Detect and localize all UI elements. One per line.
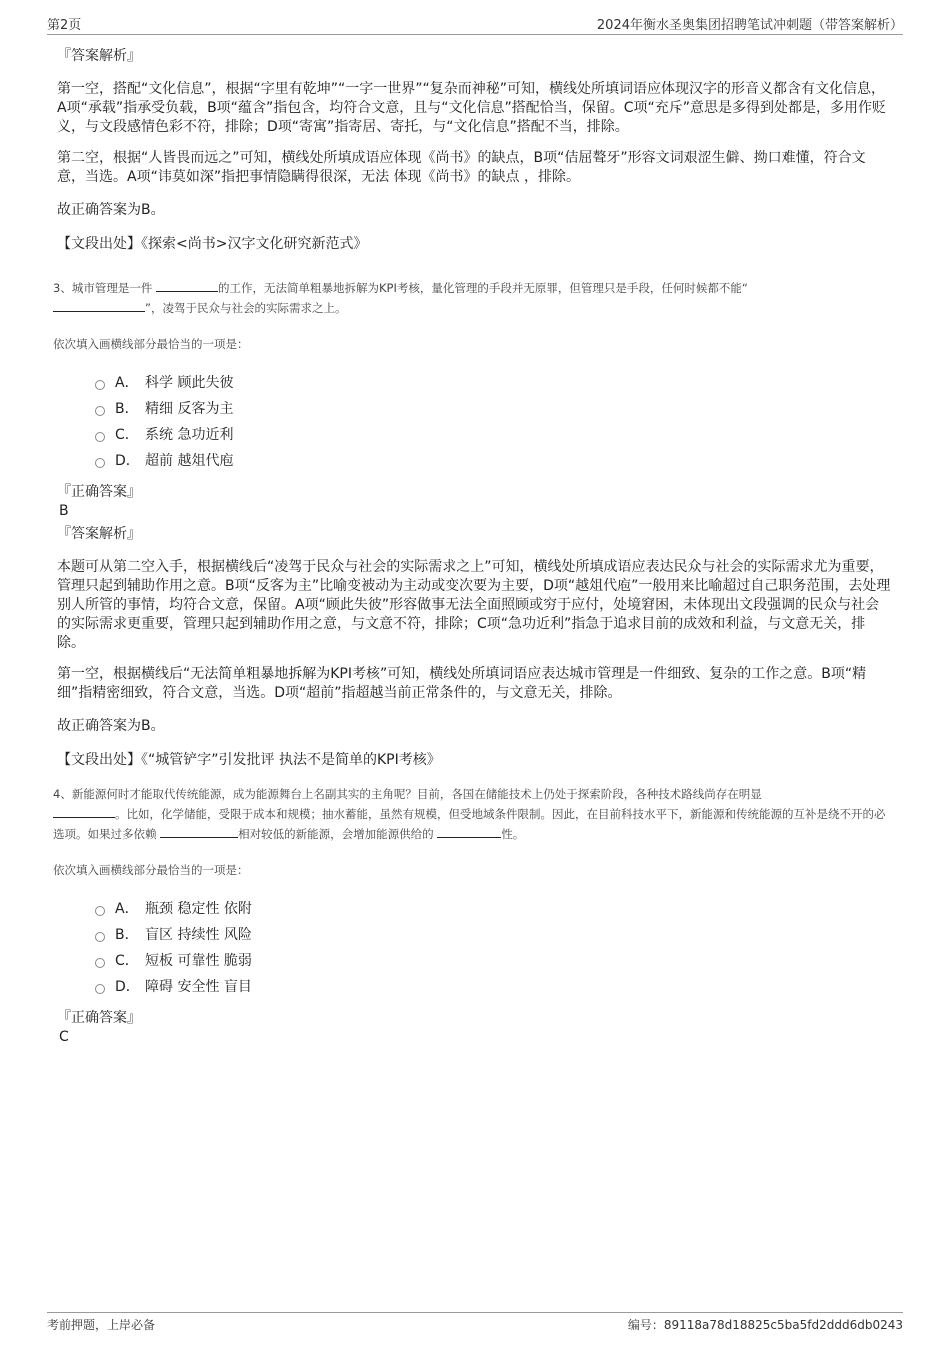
q3-ask: 依次填入画横线部分最恰当的一项是： xyxy=(53,337,249,351)
radio-icon[interactable] xyxy=(95,984,105,994)
option-key: B． xyxy=(115,927,139,943)
q4-stem-part: 性。 xyxy=(501,827,525,841)
option-key: A． xyxy=(115,375,139,391)
q3-source xyxy=(57,750,893,770)
option-key: A． xyxy=(115,901,139,917)
q4-stem-part: 。比如，化学储能，受限于成本和规模；抽水蓄能，虽然有规模，但受地域条件限制。因此，在目前科技水平下，新能源和传统能源的互补是绕不开的必选项。如果过多依赖 xyxy=(53,807,886,841)
option-text: 科学 顾此失彼 xyxy=(145,375,234,391)
q4-stem-part: 4、新能源何时才能取代传统能源，成为能源舞台上名副其实的主角呢？目前，各国在储能技术上仍处于探索阶段，各种技术路线尚存在明显 xyxy=(53,787,762,801)
q4-blank-1 xyxy=(53,805,115,818)
option-key: D． xyxy=(115,453,140,469)
option-key: C． xyxy=(115,427,139,443)
q4-ask: 依次填入画横线部分最恰当的一项是： xyxy=(53,863,249,877)
q4-option-c[interactable] xyxy=(95,948,893,974)
q4-blank-3 xyxy=(437,825,501,838)
source-prefix: 【文段出处】 xyxy=(57,752,141,768)
q4-blank-2 xyxy=(160,825,238,838)
option-text: 精细 反客为主 xyxy=(145,401,234,417)
document-body xyxy=(53,42,893,1046)
q2-analysis-p2: 第二空，根据“人皆畏而远之”可知，横线处所填成语应体现《尚书》的缺点，B项“佶屈聱牙”形容文词艰涩生僻、拗口难懂，符合文意，当选。A项“讳莫如深”指把事情隐瞒得很深，无法 体现《尚书》的缺点 ，排除。 xyxy=(57,150,866,185)
option-text: 短板 可靠性 脆弱 xyxy=(145,953,252,969)
q4-option-d[interactable] xyxy=(95,974,893,1000)
option-key: D． xyxy=(115,979,140,995)
q3-blank-2 xyxy=(53,299,145,312)
q3-stem-part: ”，凌驾于民众与社会的实际需求之上。 xyxy=(145,301,347,315)
q3-option-a[interactable] xyxy=(95,370,893,396)
source-title: 《探索<尚书>汉字文化研究新范式》 xyxy=(141,236,368,252)
q3-stem-part: 3、城市管理是一件 xyxy=(53,281,153,295)
q3-correct-label: 『正确答案』 xyxy=(57,484,141,500)
q4-option-a[interactable] xyxy=(95,896,893,922)
q2-analysis-p1: 第一空，搭配“文化信息”，根据“字里有乾坤”“一字一世界”“复杂而神秘”可知，横线处所填词语应体现汉字的形音义都含有文化信息，A项“承载”指承受负载，B项“蕴含”指包含，均符合文意，且与“文化信息”搭配恰当，保留。C项“充斥”意思是多得到处都是，多用作贬义，与文段感情色彩不符，排除；D项“寄寓”指寄居、寄托，与“文化信息”搭配不当，排除。 xyxy=(57,81,886,135)
q3-blank-1 xyxy=(156,279,218,292)
page-number: 第2页 xyxy=(47,18,82,33)
footer-slogan: 考前押题，上岸必备 xyxy=(47,1318,156,1332)
q3-analysis-p1: 本题可从第二空入手，根据横线后“凌驾于民众与社会的实际需求之上”可知，横线处所填成语应表达民众与社会的实际需求尤为重要，管理只起到辅助作用之意。B项“反客为主”比喻变被动为主动或变次要为主要，D项“越俎代庖”一般用来比喻超过自己职务范围，去处理别人所管的事情，均符合文意，保留。A项“顾此失彼”形容做事无法全面照顾或穷于应付，处境窘困，未体现出文段强调的民众与社会的实际需求更重要，管理只起到辅助作用之意，与文意不符，排除；C项“急功近利”指急于追求目前的成效和利益，与文意无关，排除。 xyxy=(57,559,891,651)
radio-icon[interactable] xyxy=(95,432,105,442)
q4-stem xyxy=(53,784,893,844)
q3-option-c[interactable] xyxy=(95,422,893,448)
page-header xyxy=(47,14,903,35)
q3-stem xyxy=(53,278,893,318)
option-text: 瓶颈 稳定性 依附 xyxy=(145,901,252,917)
q2-source xyxy=(57,234,893,254)
source-title: 《“城管铲字”引发批评 执法不是简单的KPI考核》 xyxy=(141,752,441,768)
option-text: 超前 越俎代庖 xyxy=(145,453,234,469)
document-code: 编号：89118a78d18825c5ba5fd2ddd6db0243 xyxy=(627,1318,903,1332)
q3-correct-answer: B xyxy=(59,503,69,519)
radio-icon[interactable] xyxy=(95,958,105,968)
option-text: 障碍 安全性 盲目 xyxy=(145,979,252,995)
option-key: C． xyxy=(115,953,139,969)
q3-conclusion: 故正确答案为B。 xyxy=(57,718,165,734)
q4-correct-label: 『正确答案』 xyxy=(57,1010,141,1026)
document-title: 2024年衡水圣奥集团招聘笔试冲刺题（带答案解析） xyxy=(596,18,903,33)
source-prefix: 【文段出处】 xyxy=(57,236,141,252)
q3-option-b[interactable] xyxy=(95,396,893,422)
radio-icon[interactable] xyxy=(95,406,105,416)
q3-option-d[interactable] xyxy=(95,448,893,474)
radio-icon[interactable] xyxy=(95,380,105,390)
q4-correct-answer: C xyxy=(59,1029,69,1045)
q4-option-b[interactable] xyxy=(95,922,893,948)
q4-stem-part: 相对较低的新能源，会增加能源供给的 xyxy=(238,827,434,841)
radio-icon[interactable] xyxy=(95,906,105,916)
option-text: 盲区 持续性 风险 xyxy=(145,927,252,943)
q4-options xyxy=(95,896,893,1000)
q3-analysis-p2: 第一空，根据横线后“无法简单粗暴地拆解为KPI考核”可知，横线处所填词语应表达城市管理是一件细致、复杂的工作之意。B项“精细”指精密细致，符合文意，当选。D项“超前”指超越当前正常条件的，与文意无关，排除。 xyxy=(57,666,867,701)
option-key: B． xyxy=(115,401,139,417)
q3-stem-part: 的工作，无法简单粗暴地拆解为KPI考核，量化管理的手段并无原罪，但管理只是手段，任何时候都不能“ xyxy=(217,281,748,295)
q3-analysis-label: 『答案解析』 xyxy=(57,526,141,542)
radio-icon[interactable] xyxy=(95,932,105,942)
page-footer xyxy=(47,1312,903,1336)
option-text: 系统 急功近利 xyxy=(145,427,234,443)
q2-conclusion: 故正确答案为B。 xyxy=(57,202,165,218)
radio-icon[interactable] xyxy=(95,458,105,468)
q3-options xyxy=(95,370,893,474)
q2-analysis-label: 『答案解析』 xyxy=(57,48,141,64)
